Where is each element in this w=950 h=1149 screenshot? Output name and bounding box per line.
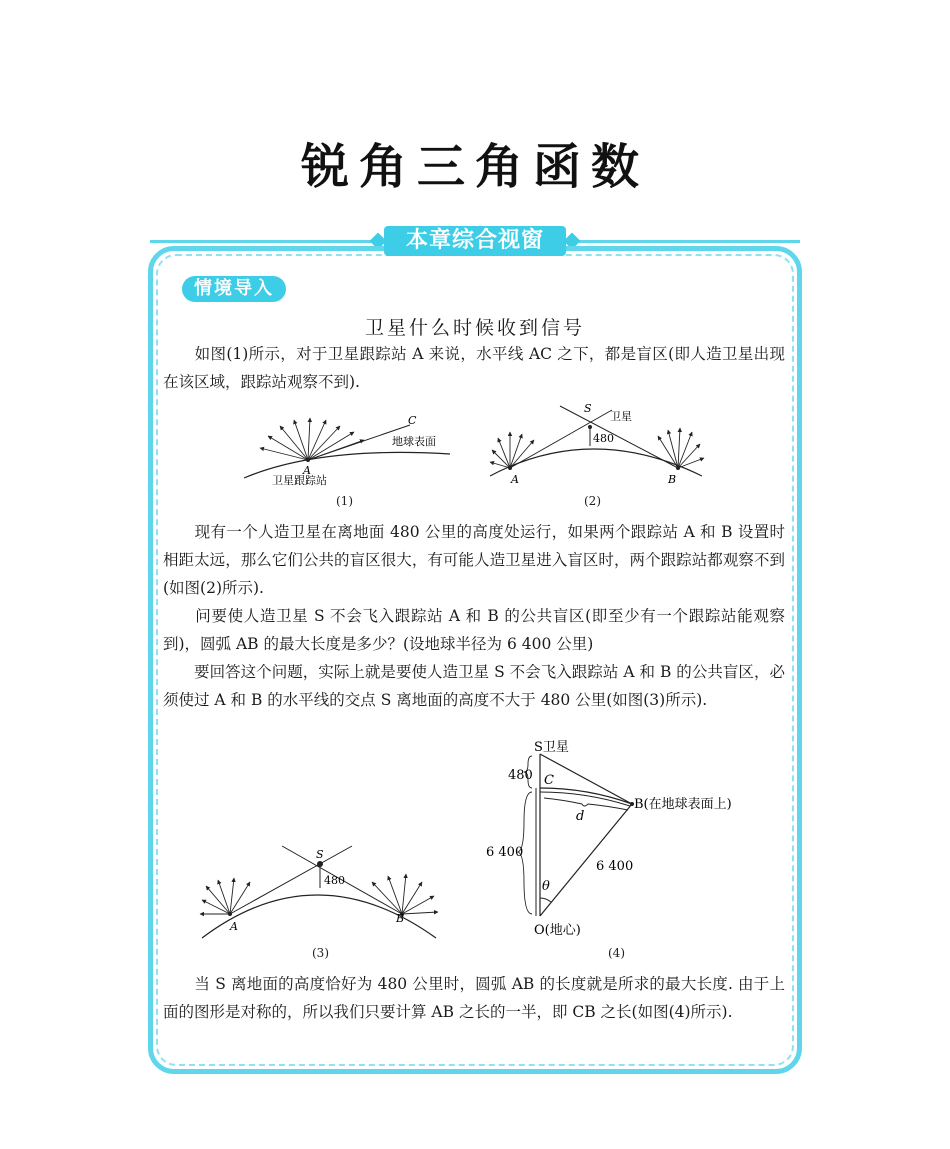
paragraph-5: 当 S 离地面的高度恰好为 480 公里时，圆弧 AB 的长度就是所求的最大长度. 由于上面的图形是对称的，所以我们只要计算 AB 之长的一半，即 CB 之长(如图(4)所示).: [163, 975, 785, 1021]
figure-4: [484, 738, 770, 938]
fig1-label-a: A: [303, 464, 311, 477]
chapter-title: 锐角三角函数: [300, 139, 649, 195]
figure-2-caption: (2): [584, 494, 601, 508]
fig4-label-b: B(在地球表面上): [634, 797, 732, 812]
fig3-label-b: B: [396, 912, 405, 925]
fig3-label-s: S: [316, 848, 324, 861]
paragraph-4: 要回答这个问题，实际上就是要使人造卫星 S 不会飞入跟踪站 A 和 B 的公共盲区，必须使过 A 和 B 的水平线的交点 S 离地面的高度不大于 480 公里(如图(3)所示).: [163, 663, 785, 709]
fig1-label-c: C: [408, 414, 417, 427]
fig4-label-c: C: [544, 773, 554, 788]
fig3-label-480: 480: [324, 874, 345, 887]
fig2-label-s: S: [584, 402, 592, 415]
fig4-label-r-right: 6 400: [596, 859, 634, 874]
fig2-label-a: A: [511, 473, 519, 486]
fig4-label-d: d: [576, 809, 585, 824]
angle-theta: [540, 898, 551, 902]
fig2-label-sat: 卫星: [610, 410, 632, 423]
fig2-label-b: B: [668, 473, 677, 486]
fig4-label-s: S卫星: [534, 740, 569, 755]
section-tag: 情境导入: [182, 276, 286, 302]
banner-line-right: [566, 240, 800, 243]
figure-3: [196, 842, 442, 942]
paragraph-3: 问要使人造卫星 S 不会飞入跟踪站 A 和 B 的公共盲区(即至少有一个跟踪站能观察到)，圆弧 AB 的最大长度是多少？(设地球半径为 6 400 公里): [163, 607, 785, 653]
figure-1-caption: (1): [336, 494, 353, 508]
fig1-label-surface: 地球表面: [392, 435, 436, 448]
fig4-label-r-left: 6 400: [486, 845, 524, 860]
fig2-label-480: 480: [593, 432, 614, 445]
fig4-label-o: O(地心): [534, 923, 581, 938]
earth-surface-arc: [490, 449, 702, 476]
fig1-label-station: 卫星跟踪站: [272, 474, 327, 487]
figure-3-caption: (3): [312, 946, 329, 960]
fig3-label-a: A: [230, 920, 238, 933]
paragraph-2: 现有一个人造卫星在离地面 480 公里的高度处运行，如果两个跟踪站 A 和 B 设置时相距太远，那么它们公共的盲区很大，有可能人造卫星进入盲区时，两个跟踪站都观察不到(如图(2)所示).: [163, 523, 785, 597]
chapter-banner: 本章综合视窗: [384, 226, 566, 256]
figure-1: [240, 410, 460, 490]
figure-4-caption: (4): [608, 946, 625, 960]
paragraph-1: 如图(1)所示，对于卫星跟踪站 A 来说，水平线 AC 之下，都是盲区(即人造卫星出现在该区域，跟踪站观察不到).: [163, 345, 785, 391]
fig4-label-theta: θ: [542, 879, 550, 894]
brace-d: [544, 798, 628, 810]
section-title: 卫星什么时候收到信号: [364, 317, 585, 339]
fig4-label-480: 480: [508, 768, 533, 783]
figure-2: [484, 400, 710, 490]
banner-line-left: [150, 240, 384, 243]
